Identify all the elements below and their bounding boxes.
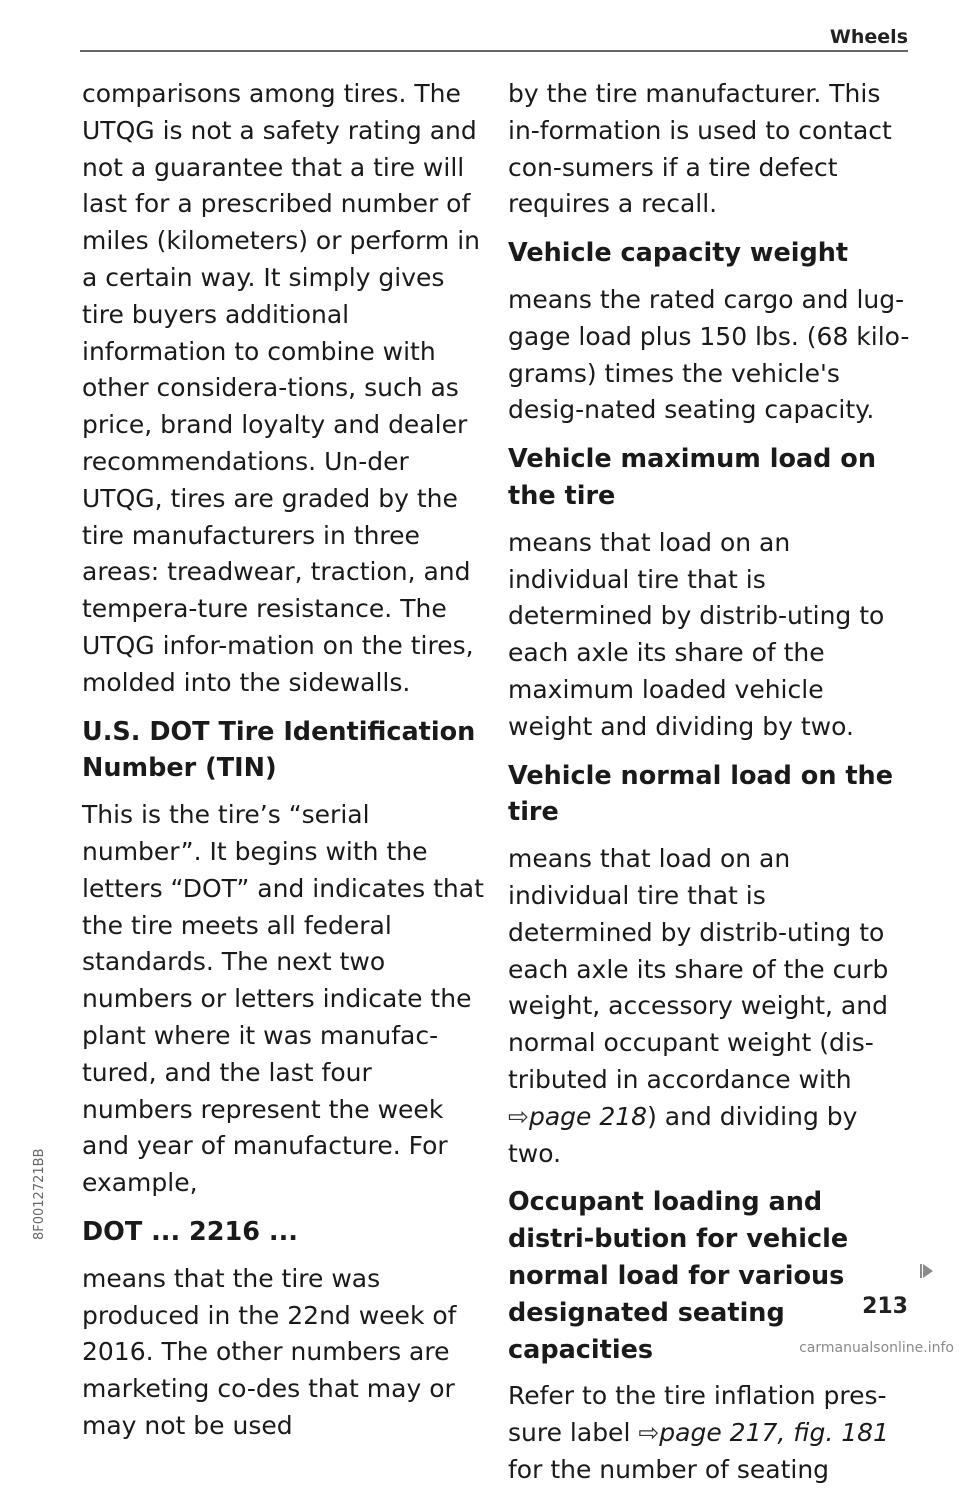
heading-max-load: Vehicle maximum load on the tire — [508, 444, 876, 511]
page-reference-link[interactable]: page 218 — [528, 1101, 648, 1131]
paragraph-occupant-loading — [508, 1378, 913, 1488]
section-title: Wheels — [829, 26, 908, 48]
cross-reference-arrow-icon: ⇨ — [508, 1101, 529, 1131]
header-divider — [80, 50, 908, 52]
example-code: DOT ... 2216 ... — [82, 1216, 298, 1247]
normal-load-text: means that load on an individual tire that is determined by distrib-uting to each axle its share of the curb weight, accessory weight, and normal occupant weight (dis-tributed in accordance with — [508, 844, 889, 1094]
cross-reference-arrow-icon: ⇨ — [638, 1418, 660, 1448]
heading-capacity-weight: Vehicle capacity weight — [508, 238, 849, 269]
paragraph-normal-load — [508, 841, 913, 1172]
paragraph-tin: This is the tire’s “serial number”. It begins with the letters “DOT” and indicates that the tire meets all federal standards. The next two numbers or letters indicate the plant where it was manufac-tured, and the last four numbers represent the week and year of manufacture. For example, — [82, 800, 484, 1198]
document-code: 8F0012721BB — [32, 1148, 47, 1240]
normal-load-tail: ) and dividing by two. — [508, 1101, 858, 1168]
paragraph-tin-example: means that the tire was produced in the 22nd week of 2016. The other numbers are marketing co-des that may or may not be used — [82, 1263, 457, 1440]
continue-arrow-icon — [920, 1262, 934, 1280]
right-column — [508, 76, 913, 1489]
paragraph-recall: by the tire manufacturer. This in-formation is used to contact con-sumers if a tire defect requires a recall. — [508, 79, 892, 219]
page-number: 213 — [862, 1294, 908, 1319]
heading-tin: U.S. DOT Tire Identification Number (TIN) — [82, 716, 476, 784]
triangle-right-icon — [920, 1262, 934, 1284]
occupant-tail: for the number of seating — [508, 1454, 830, 1484]
left-column — [82, 76, 490, 1445]
occupant-text: Refer to the tire inflation pres-sure label — [508, 1381, 887, 1448]
heading-occupant-loading: Occupant loading and distri-bution for vehicle normal load for various designated seating capacities — [508, 1187, 849, 1365]
watermark: carmanualsonline.info — [799, 1340, 954, 1356]
figure-reference-link[interactable]: page 217, fig. 181 — [659, 1418, 889, 1448]
paragraph-capacity-weight: means the rated cargo and lug-gage load plus 150 lbs. (68 kilo-grams) times the vehicle's desig-nated seating capacity. — [508, 284, 910, 425]
heading-normal-load: Vehicle normal load on the tire — [508, 760, 893, 828]
paragraph-utqg: comparisons among tires. The UTQG is not a safety rating and not a guarantee that a tire will last for a prescribed number of miles (kilometers) or perform in a certain way. It simply gives tire buyers additional information to combine with other considera-tions, such as price, brand loyalty and dealer recommendations. Un-der UTQG, tires are graded by the tire manufacturers in three areas: treadwear, traction, and tempera-ture resistance. The UTQG infor-mation on the tires, molded into the sidewalls. — [82, 79, 481, 697]
paragraph-max-load: means that load on an individual tire that is determined by distrib-uting to each axle its share of the maximum loaded vehicle weight and dividing by two. — [508, 527, 885, 741]
